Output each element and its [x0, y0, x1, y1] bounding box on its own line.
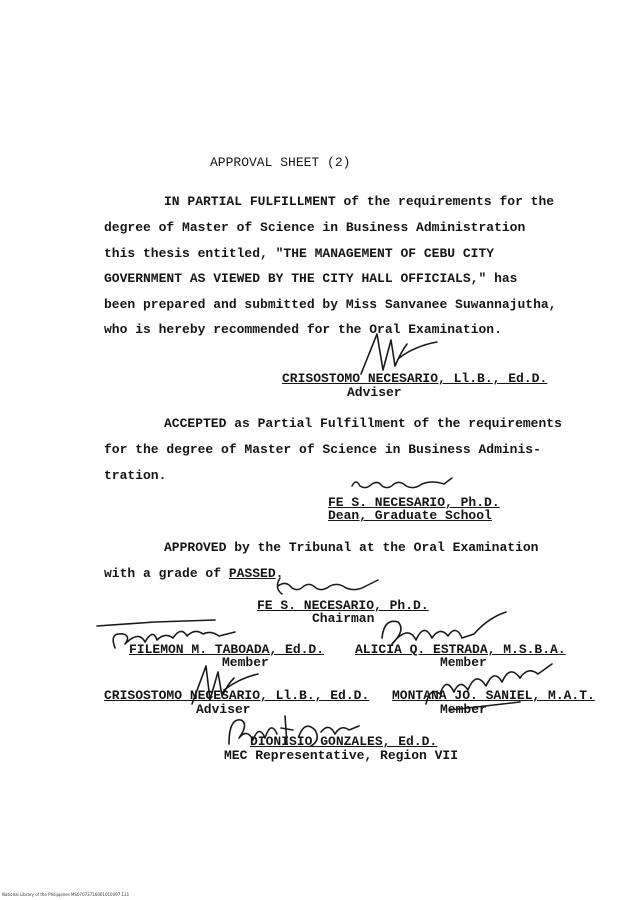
- paragraph1-line3: this thesis entitled, "THE MANAGEMENT OF CEBU CITY: [104, 246, 495, 261]
- paragraph1-line6: who is hereby recommended for the Oral Examination.: [104, 322, 502, 337]
- paragraph2-line1: [164, 416, 562, 432]
- page-title: APPROVAL SHEET (2): [210, 155, 351, 170]
- fulfillment-lead: IN PARTIAL FULFILLMENT: [164, 194, 336, 209]
- paragraph2-line2: for the degree of Master of Science in Business Adminis-: [104, 442, 541, 457]
- dean-title: Dean, Graduate School: [328, 508, 492, 523]
- member2-title: Member: [440, 655, 487, 670]
- chairman-name: FE S. NECESARIO, Ph.D.: [257, 598, 429, 613]
- accepted-lead: ACCEPTED: [164, 416, 227, 431]
- member1-title: Member: [222, 655, 269, 670]
- fulfillment-rest: of the requirements for the: [335, 194, 555, 209]
- member2-name: ALICIA Q. ESTRADA, M.S.B.A.: [355, 642, 566, 657]
- paragraph2-line3: tration.: [104, 468, 167, 483]
- dean-name: FE S. NECESARIO, Ph.D.: [328, 495, 500, 510]
- paragraph3-line2: [104, 566, 283, 582]
- tribunal-adviser-title: Adviser: [196, 702, 251, 717]
- paragraph1-line1: [164, 194, 554, 210]
- dean-signature: [348, 474, 458, 494]
- archive-footer: National Library of the Philippines MS07073716001010097 111: [2, 892, 130, 897]
- paragraph1-line4: GOVERNMENT AS VIEWED BY THE CITY HALL OFFICIALS," has: [104, 271, 518, 286]
- mec-name: DIONISIO GONZALES, Ed.D.: [250, 734, 438, 749]
- approved-lead: APPROVED: [164, 540, 227, 555]
- member3-name: MONTANA JO. SANIEL, M.A.T.: [392, 688, 595, 703]
- accepted-rest: as Partial Fulfillment of the requirements: [226, 416, 562, 431]
- mec-title: MEC Representative, Region VII: [224, 748, 459, 763]
- grade-prefix: with a grade of: [104, 566, 229, 581]
- adviser-title: Adviser: [347, 385, 402, 400]
- paragraph3-line1: [164, 540, 538, 556]
- paragraph1-line2: degree of Master of Science in Business Administration: [104, 220, 526, 235]
- chairman-title: Chairman: [312, 611, 375, 626]
- tribunal-adviser-name: CRISOSTOMO NECESARIO, Ll.B., Ed.D.: [104, 688, 370, 703]
- approved-rest: by the Tribunal at the Oral Examination: [226, 540, 539, 555]
- grade-value: PASSED: [228, 566, 276, 581]
- grade-suffix: .: [275, 566, 284, 581]
- chairman-signature: [270, 574, 390, 600]
- paragraph1-line5: been prepared and submitted by Miss Sanvanee Suwannajutha,: [104, 297, 557, 312]
- adviser-name: CRISOSTOMO NECESARIO, Ll.B., Ed.D.: [282, 371, 548, 386]
- member3-title: Member: [440, 702, 487, 717]
- member1-name: FILEMON M. TABOADA, Ed.D.: [129, 642, 325, 657]
